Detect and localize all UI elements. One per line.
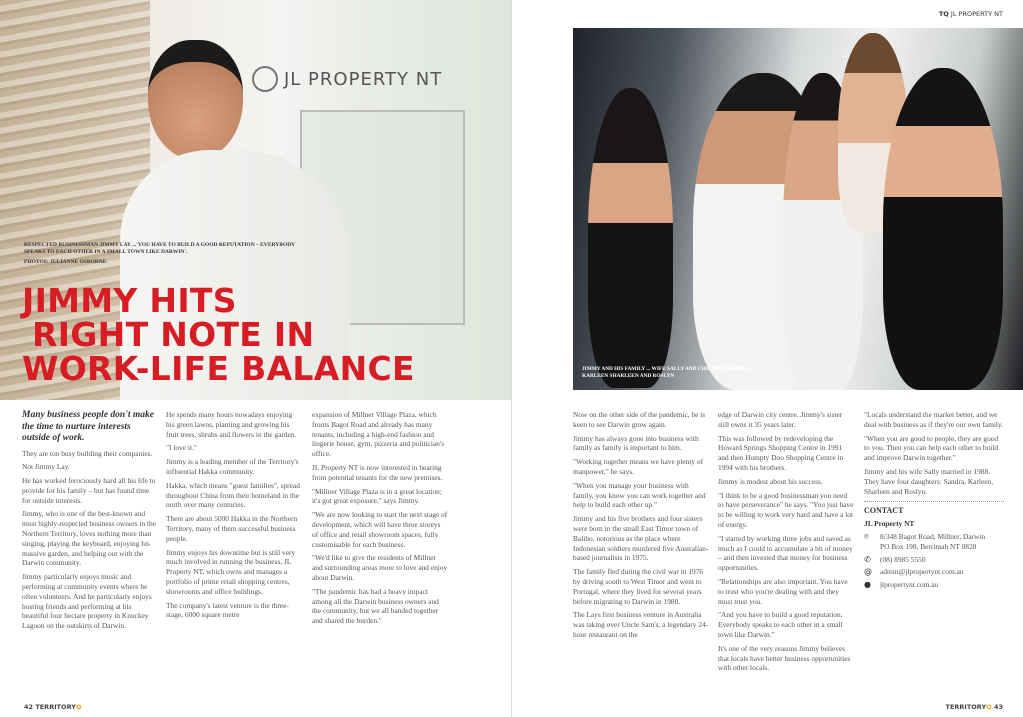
body-paragraph: "Locals understand the market better, and we deal with business as if they're our own family. (864, 410, 1003, 429)
body-paragraph: "I think to be a good businessman you need to have perseverance" he says. "You just have to be willing to work very hard and have a lot of energy. (718, 490, 854, 529)
column-6 (864, 410, 1004, 593)
website-link[interactable]: jlpropertynt.com.au (880, 580, 939, 590)
address-line: 8/348 Bagot Road, Millner, Darwin (880, 531, 986, 541)
body-paragraph: Jimmy is modest about his success. (718, 476, 823, 486)
column-1 (22, 410, 158, 635)
contact-email (864, 567, 1004, 577)
body-paragraph: "When you manage your business with family, you know you can work together and help to build each other up." (573, 480, 706, 510)
left-page (0, 0, 511, 717)
contact-address (864, 532, 1004, 552)
body-paragraph: "I started by working three jobs and saved as much as I could to accumulate a bit of money – and then invested that money for business opportunities. (718, 533, 853, 573)
body-paragraph: "I love it." (166, 443, 197, 453)
intro-standfirst: Many business people don't make the time to nurture interests outside of work. (22, 410, 154, 443)
map-pin-icon: ⌾ (864, 531, 869, 541)
column-4 (573, 410, 709, 644)
contact-company: JL Property NT (864, 519, 915, 529)
page-number: 43 (993, 703, 1003, 711)
body-paragraph: Jimmy is a leading member of the Territory's influential Hakka community. (166, 457, 299, 476)
body-paragraph: Jimmy particularly enjoys music and performing at community events where he often volunteers. And he particularly enjoys hosting friends and performing at his beautiful four hectare property in Knuckey Lagoon on the outskirts of Darwin. (22, 572, 152, 631)
phone-icon: ✆ (864, 554, 871, 564)
magazine-brand: TERRITORY (35, 703, 76, 711)
brand-q: Q (986, 703, 992, 711)
section-title: JL PROPERTY NT (950, 10, 1003, 18)
phone-number: (08) 8985 5550 (880, 554, 926, 564)
body-paragraph: Jimmy, who is one of the best-known and most highly-respected business owners in the Northern Territory, loves nothing more than singing, playing the keyboard, enjoying his massive garden, and helping out with the Darwin community. (22, 509, 157, 568)
body-paragraph: Jimmy has always gone into business with family as family is important to him. (573, 433, 699, 453)
body-paragraph: "The pandemic has had a heavy impact among all the Darwin business owners and the community, but we all banded together and shared the burden." (312, 586, 439, 626)
brand-q: Q (75, 703, 82, 711)
body-paragraph: There are about 5000 Hakka in the Northern Territory, many of them successful business people. (166, 514, 298, 543)
contact-heading: CONTACT (864, 506, 904, 516)
headline-line: JIMMY HITS (22, 281, 237, 320)
body-paragraph: It's one of the very reasons Jimmy believes that locals have better business opportunities with other locals. (718, 643, 851, 673)
column-2 (166, 410, 302, 624)
contact-phone (864, 555, 1004, 565)
tq-logo: TQ (938, 10, 949, 18)
sign-text: JL PROPERTY NT (284, 68, 443, 90)
address-line: PO Box 198, Berrimah NT 0828 (880, 541, 977, 551)
family-photo (573, 28, 1023, 390)
body-paragraph: Not Jimmy Lay. (22, 462, 70, 472)
body-paragraph: Now on the other side of the pandemic, he is keen to see Darwin grow again. (573, 410, 706, 429)
body-paragraph: JL Property NT is now interested in hearing from potential tenants for the new premises. (312, 462, 443, 482)
body-paragraph: "And you have to build a good reputation. Everybody speaks to each other in a small town like Darwin." (718, 610, 843, 639)
body-paragraph: Jimmy enjoys his downtime but is still very much involved in running the business, JL Property NT, which owns and manages a portfolio of prime retail shopping centres, showrooms and office buildings. (166, 547, 296, 596)
folio-left (24, 703, 81, 711)
body-paragraph: "We are now looking to start the next stage of development, which will have three storeys of office and retail showroom spaces, fully customisable for each business. (312, 510, 448, 549)
running-header (939, 10, 1003, 18)
body-paragraph: "Millner Village Plaza is in a great location; it's got great exposure," says Jimmy. (312, 486, 442, 506)
body-paragraph: "We'd like to give the residents of Millner and surrounding areas more to love and enjoy about Darwin. (312, 553, 448, 582)
photo-caption (24, 242, 314, 266)
body-paragraph: Jimmy and his five brothers and four sisters were born in the small East Timor town of Balibo, notorious as the place where Indonesian soldiers murdered five Australian-based journalists in 1975. (573, 514, 709, 563)
email-link[interactable]: admin@jlpropertynt.com.au (880, 567, 964, 577)
body-paragraph: The company's latest venture is the three-stage, 6000 square metre (166, 600, 289, 620)
body-paragraph: He spends many hours nowadays enjoying his green lawns, planting and growing his fruit trees, shrubs and flowers in the garden. (166, 410, 297, 439)
globe-icon: ● (864, 580, 871, 590)
photo-credit: PHOTOS: JULIANNE OSBORNE (24, 259, 107, 265)
at-icon: @ (864, 567, 872, 577)
family-photo-caption: JIMMY AND HIS FAMILY ... WIFE SALLY AND CHILDREN SANDRA, KARLEEN SHARLEEN AND ROSLYN (582, 366, 752, 379)
body-paragraph: This was followed by redeveloping the Howard Springs Shopping Centre in 1991 and then Humpty Doo Shopping Centre in 1994 with his brothers. (718, 433, 844, 472)
page-number: 42 (24, 703, 34, 711)
body-paragraph: The Lays first business venture in Australia was taking over Uncle Sam's, a legendary 24-hour restaurant on the (573, 610, 709, 639)
caption-text: RESPECTED BUSINESSMAN JIMMY LAY ...'YOU HAVE TO BUILD A GOOD REPUTATION – EVERYBODY SPEAKS TO EACH OTHER IN A SMALL TOWN LIKE DARWIN'. (24, 242, 295, 255)
body-paragraph: "Working together means we have plenty of manpower," he says. (573, 457, 704, 476)
column-3 (312, 410, 448, 630)
folio-right (946, 703, 1003, 711)
body-paragraph: edge of Darwin city centre. Jimmy's sister still owns it 35 years later. (718, 410, 843, 429)
body-paragraph: "Relationships are also important. You have to trust who you're dealing with and they must trust you. (718, 576, 848, 606)
body-paragraph: "When you are good to people, they are good to you. Then you can help each other to build and improve Darwin together." (864, 433, 999, 463)
headline-line: WORK-LIFE BALANCE (22, 349, 415, 388)
body-paragraph: Jimmy and his wife Sally married in 1988. They have four daughters: Sandra, Karleen, Sharleen and Roslyn. (864, 466, 994, 496)
column-5 (718, 410, 854, 677)
contact-website (864, 580, 1004, 590)
divider (864, 501, 1004, 502)
body-paragraph: They are too busy building their companies. (22, 448, 153, 458)
headline-line: RIGHT NOTE IN (32, 315, 315, 354)
body-paragraph: The family fled during the civil war in 1976 by driving south to West Timor and went to Portugal, where they lived for several years before migrating to Darwin in 1980. (573, 567, 704, 606)
magazine-brand: TERRITORY (945, 703, 987, 711)
body-paragraph: He has worked ferociously hard all his life to provide for his family – but has found time for outside interests. (22, 476, 156, 505)
headline (22, 281, 415, 388)
right-page (512, 0, 1023, 717)
body-paragraph: Hakka, which means "guest families", spread throughout China from their homeland in the north over many centuries. (166, 480, 300, 510)
body-paragraph: expansion of Millner Village Plaza, which fronts Bagot Road and already has many tenants, including a high-end fashion and lingerie house, gym, pizzeria and politician's office. (312, 410, 445, 459)
